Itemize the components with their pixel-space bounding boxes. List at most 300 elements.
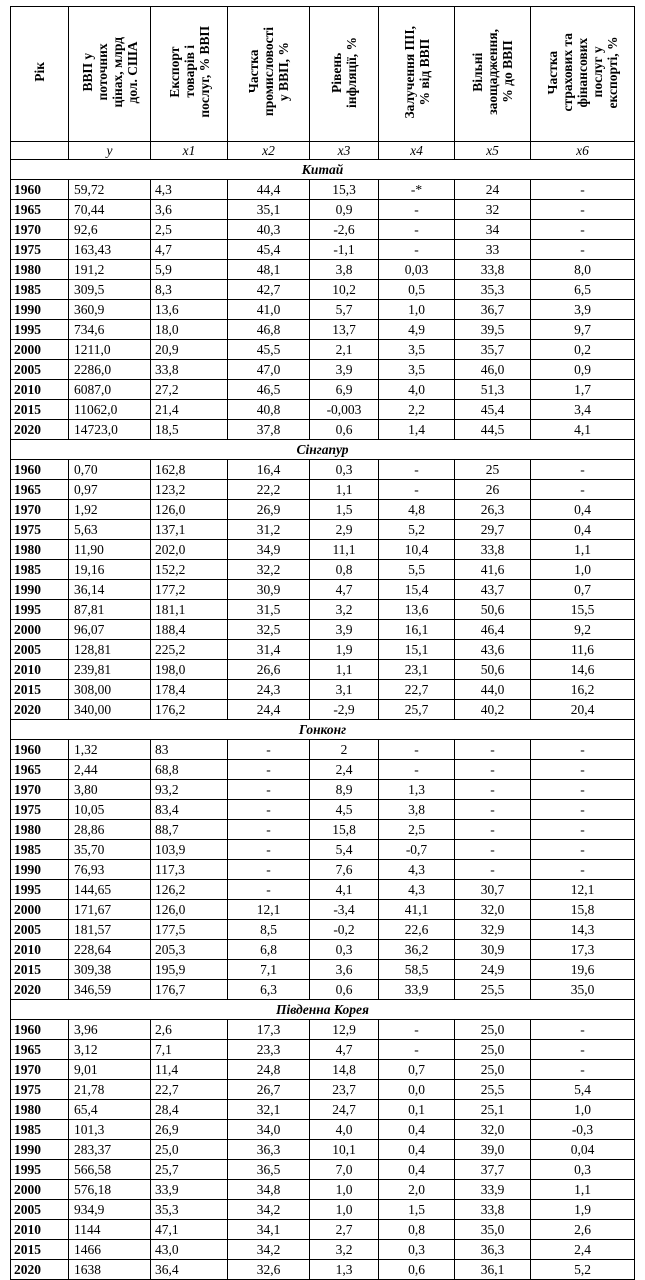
year-cell: 1965 xyxy=(11,200,69,220)
value-cell: 30,9 xyxy=(455,940,531,960)
value-cell: 13,7 xyxy=(310,320,379,340)
value-cell: 3,9 xyxy=(531,300,635,320)
value-cell: 24,9 xyxy=(455,960,531,980)
value-cell: 44,5 xyxy=(455,420,531,440)
value-cell: 734,6 xyxy=(69,320,151,340)
value-cell: 0,97 xyxy=(69,480,151,500)
value-cell: 171,67 xyxy=(69,900,151,920)
value-cell: - xyxy=(228,780,310,800)
value-cell: -0,7 xyxy=(379,840,455,860)
value-cell: 340,00 xyxy=(69,700,151,720)
symbol-cell: x2 xyxy=(228,142,310,160)
value-cell: 87,81 xyxy=(69,600,151,620)
symbol-cell: x6 xyxy=(531,142,635,160)
value-cell: 2,4 xyxy=(310,760,379,780)
value-cell: 2,44 xyxy=(69,760,151,780)
value-cell: 45,4 xyxy=(228,240,310,260)
table-row xyxy=(11,180,635,200)
value-cell: 191,2 xyxy=(69,260,151,280)
value-cell: 1,0 xyxy=(310,1200,379,1220)
value-cell: 4,1 xyxy=(310,880,379,900)
value-cell: 0,1 xyxy=(379,1100,455,1120)
table-row xyxy=(11,740,635,760)
value-cell: 34,0 xyxy=(228,1120,310,1140)
value-cell: 24,8 xyxy=(228,1060,310,1080)
value-cell: 19,16 xyxy=(69,560,151,580)
value-cell: 4,8 xyxy=(379,500,455,520)
table-row xyxy=(11,260,635,280)
value-cell: - xyxy=(455,800,531,820)
value-cell: 33 xyxy=(455,240,531,260)
section-title: Сінгапур xyxy=(11,440,635,460)
value-cell: 14,8 xyxy=(310,1060,379,1080)
table-row xyxy=(11,1160,635,1180)
value-cell: 0,4 xyxy=(531,500,635,520)
value-cell: 228,64 xyxy=(69,940,151,960)
value-cell: 44,4 xyxy=(228,180,310,200)
value-cell: 15,4 xyxy=(379,580,455,600)
value-cell: - xyxy=(531,740,635,760)
value-cell: - xyxy=(228,740,310,760)
value-cell: 8,3 xyxy=(151,280,228,300)
value-cell: 123,2 xyxy=(151,480,228,500)
value-cell: 46,4 xyxy=(455,620,531,640)
year-cell: 1995 xyxy=(11,320,69,340)
value-cell: 2,7 xyxy=(310,1220,379,1240)
value-cell: 33,9 xyxy=(455,1180,531,1200)
value-cell: 23,1 xyxy=(379,660,455,680)
value-cell: 21,4 xyxy=(151,400,228,420)
value-cell: 308,00 xyxy=(69,680,151,700)
value-cell: 22,2 xyxy=(228,480,310,500)
value-cell: 1,9 xyxy=(531,1200,635,1220)
value-cell: 32,5 xyxy=(228,620,310,640)
table-row xyxy=(11,640,635,660)
value-cell: 2,2 xyxy=(379,400,455,420)
value-cell: 1,0 xyxy=(379,300,455,320)
table-row xyxy=(11,940,635,960)
value-cell: 178,4 xyxy=(151,680,228,700)
value-cell: 29,7 xyxy=(455,520,531,540)
value-cell: 163,43 xyxy=(69,240,151,260)
value-cell: - xyxy=(228,800,310,820)
value-cell: - xyxy=(531,840,635,860)
year-cell: 2010 xyxy=(11,1220,69,1240)
value-cell: 0,04 xyxy=(531,1140,635,1160)
value-cell: 35,3 xyxy=(151,1200,228,1220)
table-row xyxy=(11,480,635,500)
value-cell: 36,3 xyxy=(228,1140,310,1160)
value-cell: 0,3 xyxy=(310,940,379,960)
value-cell: 25,7 xyxy=(379,700,455,720)
value-cell: 41,6 xyxy=(455,560,531,580)
value-cell: 37,7 xyxy=(455,1160,531,1180)
table-row xyxy=(11,1240,635,1260)
table-row xyxy=(11,500,635,520)
value-cell: 1,92 xyxy=(69,500,151,520)
value-cell: 88,7 xyxy=(151,820,228,840)
year-cell: 1995 xyxy=(11,1160,69,1180)
value-cell: 16,1 xyxy=(379,620,455,640)
header-finance-services: Частка страхових та фінансових послуг у експорті, % xyxy=(531,7,635,142)
value-cell: 6,9 xyxy=(310,380,379,400)
value-cell: 34 xyxy=(455,220,531,240)
value-cell: - xyxy=(531,1060,635,1080)
value-cell: 195,9 xyxy=(151,960,228,980)
value-cell: 7,1 xyxy=(151,1040,228,1060)
year-cell: 1970 xyxy=(11,500,69,520)
value-cell: - xyxy=(455,860,531,880)
value-cell: 5,4 xyxy=(531,1080,635,1100)
value-cell: 41,1 xyxy=(379,900,455,920)
year-cell: 1980 xyxy=(11,540,69,560)
value-cell: 43,6 xyxy=(455,640,531,660)
value-cell: 11,6 xyxy=(531,640,635,660)
year-cell: 2005 xyxy=(11,640,69,660)
year-cell: 1965 xyxy=(11,1040,69,1060)
value-cell: - xyxy=(455,740,531,760)
value-cell: 35,1 xyxy=(228,200,310,220)
value-cell: 239,81 xyxy=(69,660,151,680)
value-cell: 16,4 xyxy=(228,460,310,480)
value-cell: - xyxy=(531,780,635,800)
value-cell: 65,4 xyxy=(69,1100,151,1120)
table-row xyxy=(11,420,635,440)
value-cell: 176,2 xyxy=(151,700,228,720)
value-cell: 34,2 xyxy=(228,1240,310,1260)
value-cell: 2 xyxy=(310,740,379,760)
year-cell: 1960 xyxy=(11,1020,69,1040)
value-cell: 22,7 xyxy=(379,680,455,700)
year-cell: 1980 xyxy=(11,820,69,840)
value-cell: 2,4 xyxy=(531,1240,635,1260)
header-gdp: ВВП у поточних цінах, млрд дол. США xyxy=(69,7,151,142)
value-cell: 15,5 xyxy=(531,600,635,620)
value-cell: 4,5 xyxy=(310,800,379,820)
value-cell: 0,8 xyxy=(379,1220,455,1240)
header-year: Рік xyxy=(11,7,69,142)
value-cell: - xyxy=(455,780,531,800)
value-cell: 1144 xyxy=(69,1220,151,1240)
value-cell: 1,1 xyxy=(531,1180,635,1200)
section-title: Гонконг xyxy=(11,720,635,740)
value-cell: 181,57 xyxy=(69,920,151,940)
value-cell: 25 xyxy=(455,460,531,480)
value-cell: 117,3 xyxy=(151,860,228,880)
value-cell: 0,0 xyxy=(379,1080,455,1100)
value-cell: 0,8 xyxy=(310,560,379,580)
value-cell: 3,80 xyxy=(69,780,151,800)
value-cell: -1,1 xyxy=(310,240,379,260)
value-cell: 33,8 xyxy=(455,1200,531,1220)
year-cell: 1965 xyxy=(11,760,69,780)
value-cell: 25,0 xyxy=(151,1140,228,1160)
header-inflation: Рівень інфляції, % xyxy=(310,7,379,142)
value-cell: 18,5 xyxy=(151,420,228,440)
table-row xyxy=(11,980,635,1000)
year-cell: 1960 xyxy=(11,180,69,200)
symbol-cell: x3 xyxy=(310,142,379,160)
value-cell: 51,3 xyxy=(455,380,531,400)
value-cell: 0,4 xyxy=(531,520,635,540)
value-cell: 0,9 xyxy=(310,200,379,220)
section-row xyxy=(11,720,635,740)
value-cell: 101,3 xyxy=(69,1120,151,1140)
value-cell: 5,7 xyxy=(310,300,379,320)
value-cell: 25,0 xyxy=(455,1020,531,1040)
table-row xyxy=(11,580,635,600)
year-cell: 2020 xyxy=(11,980,69,1000)
value-cell: 1,1 xyxy=(531,540,635,560)
value-cell: 26,9 xyxy=(228,500,310,520)
value-cell: 25,7 xyxy=(151,1160,228,1180)
year-cell: 2015 xyxy=(11,1240,69,1260)
value-cell: 30,9 xyxy=(228,580,310,600)
value-cell: - xyxy=(455,820,531,840)
value-cell: -0,2 xyxy=(310,920,379,940)
year-cell: 1990 xyxy=(11,580,69,600)
value-cell: 11,4 xyxy=(151,1060,228,1080)
symbol-row xyxy=(11,142,635,160)
value-cell: 5,63 xyxy=(69,520,151,540)
table-row xyxy=(11,680,635,700)
value-cell: - xyxy=(531,800,635,820)
table-row xyxy=(11,540,635,560)
table-row xyxy=(11,380,635,400)
table-row xyxy=(11,620,635,640)
table-row xyxy=(11,660,635,680)
value-cell: - xyxy=(379,1020,455,1040)
value-cell: 35,3 xyxy=(455,280,531,300)
value-cell: 27,2 xyxy=(151,380,228,400)
symbol-cell: x5 xyxy=(455,142,531,160)
value-cell: 1,4 xyxy=(379,420,455,440)
year-cell: 2020 xyxy=(11,420,69,440)
value-cell: 36,2 xyxy=(379,940,455,960)
value-cell: 10,4 xyxy=(379,540,455,560)
value-cell: 36,1 xyxy=(455,1260,531,1280)
value-cell: 31,2 xyxy=(228,520,310,540)
value-cell: 43,0 xyxy=(151,1240,228,1260)
value-cell: 4,7 xyxy=(310,580,379,600)
value-cell: 0,4 xyxy=(379,1140,455,1160)
header-savings: Вільні заощадження, % до ВВП xyxy=(455,7,531,142)
value-cell: 2286,0 xyxy=(69,360,151,380)
table-row xyxy=(11,520,635,540)
value-cell: 6,5 xyxy=(531,280,635,300)
value-cell: - xyxy=(228,760,310,780)
value-cell: 162,8 xyxy=(151,460,228,480)
value-cell: - xyxy=(379,460,455,480)
value-cell: 35,70 xyxy=(69,840,151,860)
year-cell: 2020 xyxy=(11,1260,69,1280)
year-cell: 1980 xyxy=(11,1100,69,1120)
value-cell: 12,9 xyxy=(310,1020,379,1040)
value-cell: 1466 xyxy=(69,1240,151,1260)
table-row xyxy=(11,780,635,800)
value-cell: 25,0 xyxy=(455,1060,531,1080)
year-cell: 2015 xyxy=(11,680,69,700)
value-cell: 4,7 xyxy=(151,240,228,260)
value-cell: 1,9 xyxy=(310,640,379,660)
value-cell: 25,1 xyxy=(455,1100,531,1120)
value-cell: 14,6 xyxy=(531,660,635,680)
year-cell: 1985 xyxy=(11,840,69,860)
table-row xyxy=(11,1060,635,1080)
value-cell: - xyxy=(379,760,455,780)
value-cell: 4,9 xyxy=(379,320,455,340)
value-cell: 0,4 xyxy=(379,1120,455,1140)
value-cell: 1,0 xyxy=(531,1100,635,1120)
value-cell: 17,3 xyxy=(228,1020,310,1040)
year-cell: 1975 xyxy=(11,520,69,540)
table-row xyxy=(11,240,635,260)
value-cell: 13,6 xyxy=(379,600,455,620)
value-cell: 32,1 xyxy=(228,1100,310,1120)
value-cell: 4,1 xyxy=(531,420,635,440)
table-row xyxy=(11,960,635,980)
value-cell: 50,6 xyxy=(455,660,531,680)
value-cell: 33,9 xyxy=(379,980,455,1000)
table-row xyxy=(11,800,635,820)
value-cell: 15,8 xyxy=(531,900,635,920)
value-cell: 20,9 xyxy=(151,340,228,360)
value-cell: 70,44 xyxy=(69,200,151,220)
value-cell: 3,4 xyxy=(531,400,635,420)
value-cell: 3,5 xyxy=(379,360,455,380)
value-cell: 16,2 xyxy=(531,680,635,700)
table-row xyxy=(11,760,635,780)
section-row xyxy=(11,1000,635,1020)
value-cell: 25,5 xyxy=(455,1080,531,1100)
value-cell: 0,03 xyxy=(379,260,455,280)
year-cell: 1975 xyxy=(11,240,69,260)
value-cell: 1,3 xyxy=(379,780,455,800)
value-cell: 0,3 xyxy=(379,1240,455,1260)
symbol-cell xyxy=(11,142,69,160)
value-cell: 3,1 xyxy=(310,680,379,700)
year-cell: 2000 xyxy=(11,620,69,640)
value-cell: 1211,0 xyxy=(69,340,151,360)
value-cell: 24 xyxy=(455,180,531,200)
value-cell: 26,9 xyxy=(151,1120,228,1140)
value-cell: 33,8 xyxy=(151,360,228,380)
value-cell: 15,1 xyxy=(379,640,455,660)
value-cell: 48,1 xyxy=(228,260,310,280)
section-title: Китай xyxy=(11,160,635,180)
value-cell: 3,12 xyxy=(69,1040,151,1060)
table-row xyxy=(11,820,635,840)
table-row xyxy=(11,1120,635,1140)
value-cell: 5,2 xyxy=(379,520,455,540)
year-cell: 1980 xyxy=(11,260,69,280)
value-cell: 15,3 xyxy=(310,180,379,200)
value-cell: 32,0 xyxy=(455,1120,531,1140)
value-cell: - xyxy=(379,480,455,500)
value-cell: 8,9 xyxy=(310,780,379,800)
value-cell: 5,4 xyxy=(310,840,379,860)
value-cell: 32,0 xyxy=(455,900,531,920)
value-cell: 0,70 xyxy=(69,460,151,480)
value-cell: 3,6 xyxy=(310,960,379,980)
value-cell: 26,7 xyxy=(228,1080,310,1100)
value-cell: 18,0 xyxy=(151,320,228,340)
value-cell: 14723,0 xyxy=(69,420,151,440)
value-cell: 0,5 xyxy=(379,280,455,300)
year-cell: 1975 xyxy=(11,1080,69,1100)
table-row xyxy=(11,360,635,380)
year-cell: 1990 xyxy=(11,860,69,880)
table-row xyxy=(11,1180,635,1200)
value-cell: 68,8 xyxy=(151,760,228,780)
value-cell: 4,3 xyxy=(379,880,455,900)
value-cell: 283,37 xyxy=(69,1140,151,1160)
year-cell: 1985 xyxy=(11,280,69,300)
value-cell: 10,05 xyxy=(69,800,151,820)
value-cell: 31,5 xyxy=(228,600,310,620)
value-cell: 11,90 xyxy=(69,540,151,560)
value-cell: 59,72 xyxy=(69,180,151,200)
year-cell: 1990 xyxy=(11,1140,69,1160)
value-cell: 83 xyxy=(151,740,228,760)
value-cell: 0,9 xyxy=(531,360,635,380)
year-cell: 2020 xyxy=(11,700,69,720)
value-cell: 309,38 xyxy=(69,960,151,980)
year-cell: 1985 xyxy=(11,1120,69,1140)
table-row xyxy=(11,880,635,900)
value-cell: 9,2 xyxy=(531,620,635,640)
value-cell: 7,1 xyxy=(228,960,310,980)
value-cell: 39,0 xyxy=(455,1140,531,1160)
value-cell: 0,6 xyxy=(310,420,379,440)
value-cell: 37,8 xyxy=(228,420,310,440)
value-cell: 35,0 xyxy=(455,1220,531,1240)
year-cell: 1995 xyxy=(11,880,69,900)
value-cell: 152,2 xyxy=(151,560,228,580)
value-cell: 2,9 xyxy=(310,520,379,540)
value-cell: 43,7 xyxy=(455,580,531,600)
year-cell: 2010 xyxy=(11,940,69,960)
value-cell: 92,6 xyxy=(69,220,151,240)
value-cell: 28,86 xyxy=(69,820,151,840)
value-cell: - xyxy=(455,840,531,860)
value-cell: - xyxy=(228,840,310,860)
value-cell: 93,2 xyxy=(151,780,228,800)
value-cell: 177,5 xyxy=(151,920,228,940)
value-cell: - xyxy=(379,740,455,760)
value-cell: - xyxy=(379,1040,455,1060)
value-cell: 34,1 xyxy=(228,1220,310,1240)
year-cell: 1985 xyxy=(11,560,69,580)
value-cell: 31,4 xyxy=(228,640,310,660)
value-cell: - xyxy=(531,1020,635,1040)
value-cell: 26,6 xyxy=(228,660,310,680)
symbol-cell: y xyxy=(69,142,151,160)
header-row xyxy=(11,7,635,142)
year-cell: 1960 xyxy=(11,460,69,480)
table-row xyxy=(11,340,635,360)
value-cell: 128,81 xyxy=(69,640,151,660)
value-cell: 1,7 xyxy=(531,380,635,400)
value-cell: 34,9 xyxy=(228,540,310,560)
value-cell: 24,4 xyxy=(228,700,310,720)
value-cell: 10,2 xyxy=(310,280,379,300)
value-cell: 17,3 xyxy=(531,940,635,960)
value-cell: 137,1 xyxy=(151,520,228,540)
year-cell: 1970 xyxy=(11,1060,69,1080)
value-cell: 39,5 xyxy=(455,320,531,340)
value-cell: 3,5 xyxy=(379,340,455,360)
